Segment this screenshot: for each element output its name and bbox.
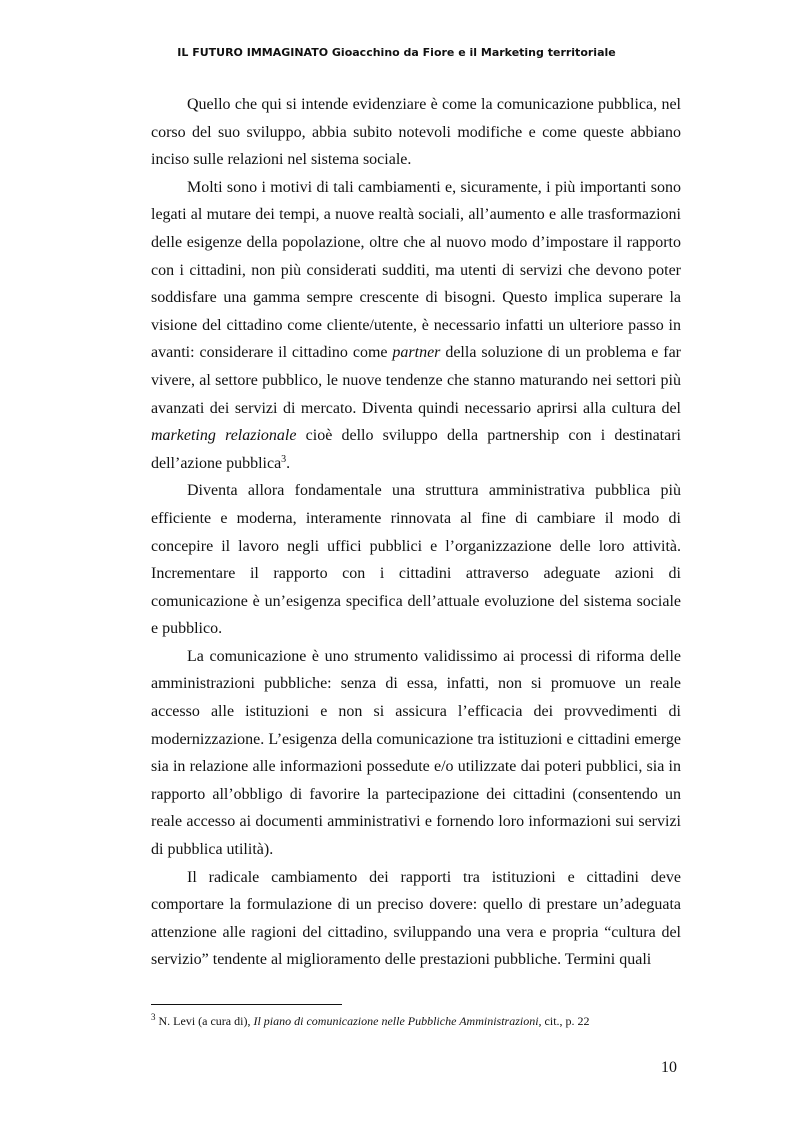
paragraph-2	[151, 174, 681, 478]
page-number: 10	[661, 1059, 677, 1076]
paragraph-4: La comunicazione è uno strumento validissimo ai processi di riforma delle amministrazioni pubbliche: senza di essa, infatti, non si promuove un reale accesso alle istituzioni e non si assicura l’efficacia dei provvedimenti di modernizzazione. L’esigenza della comunicazione tra istituzioni e cittadini emerge sia in relazione alle informazioni possedute e/o utilizzate dai poteri pubblici, sia in rapporto all’obbligo di favorire la partecipazione dei cittadini (consentendo un reale accesso ai documenti amministrativi e fornendo loro informazioni sui servizi di pubblica utilità).	[151, 647, 681, 859]
footnote	[151, 1014, 590, 1029]
italic-term-partner: partner	[392, 344, 441, 362]
paragraph-2-text-b: della soluzione di un problema e far vivere, al settore pubblico, le nuove tendenze che stanno maturando nei settori più avanzati dei servizi di mercato. Diventa quindi necessario aprirsi alla cultura del	[151, 344, 681, 417]
footnote-text-b: cit., p. 22	[541, 1014, 590, 1028]
paragraph-2-text-d: .	[286, 454, 291, 472]
paragraph-2-text-a: Molti sono i motivi di tali cambiamenti e, sicuramente, i più importanti sono legati al mutare dei tempi, a nuove realtà sociali, all’aumento e alle trasformazioni delle esigenze della popolazione, oltre che al nuovo modo d’impostare il rapporto con i cittadini, non più considerati sudditi, ma utenti di servizi che devono poter soddisfare una gamma sempre crescente di bisogni. Questo implica superare la visione del cittadino come cliente/utente, è necessario infatti un ulteriore passo in avanti: considerare il cittadino come	[151, 178, 681, 362]
paragraph-3: Diventa allora fondamentale una struttura amministrativa pubblica più efficiente e moderna, interamente rinnovata al fine di cambiare il modo di concepire il lavoro negli uffici pubblici e l’organizzazione delle loro attività. Incrementare il rapporto con i cittadini attraverso adeguate azioni di comunicazione è un’esigenza specifica dell’attuale evoluzione del sistema sociale e pubblico.	[151, 482, 681, 638]
footnote-text-a: N. Levi (a cura di),	[155, 1014, 254, 1028]
paragraph-5: Il radicale cambiamento dei rapporti tra istituzioni e cittadini deve comportare la formulazione di un preciso dovere: quello di prestare un’adeguata attenzione alle ragioni del cittadino, sviluppando una vera e propria “cultura del servizio” tendente al miglioramento delle prestazioni pubbliche. Termini quali	[151, 868, 681, 969]
running-header: IL FUTURO IMMAGINATO Gioacchino da Fiore e il Marketing territoriale	[177, 46, 616, 59]
paragraph-1: Quello che qui si intende evidenziare è come la comunicazione pubblica, nel corso del suo sviluppo, abbia subito notevoli modifiche e come queste abbiano inciso sulle relazioni nel sistema sociale.	[151, 96, 681, 169]
italic-term-marketing-relazionale: marketing relazionale	[151, 427, 297, 445]
footnote-number: 3	[151, 1012, 156, 1022]
body-text	[151, 91, 681, 974]
footnote-title: Il piano di comunicazione nelle Pubbliche Amministrazioni,	[253, 1014, 542, 1028]
paragraph-2-text-c: cioè dello sviluppo della partnership con i destinatari dell’azione pubblica	[151, 427, 681, 472]
footnote-reference: 3	[281, 453, 287, 465]
footnote-separator	[151, 1004, 342, 1005]
